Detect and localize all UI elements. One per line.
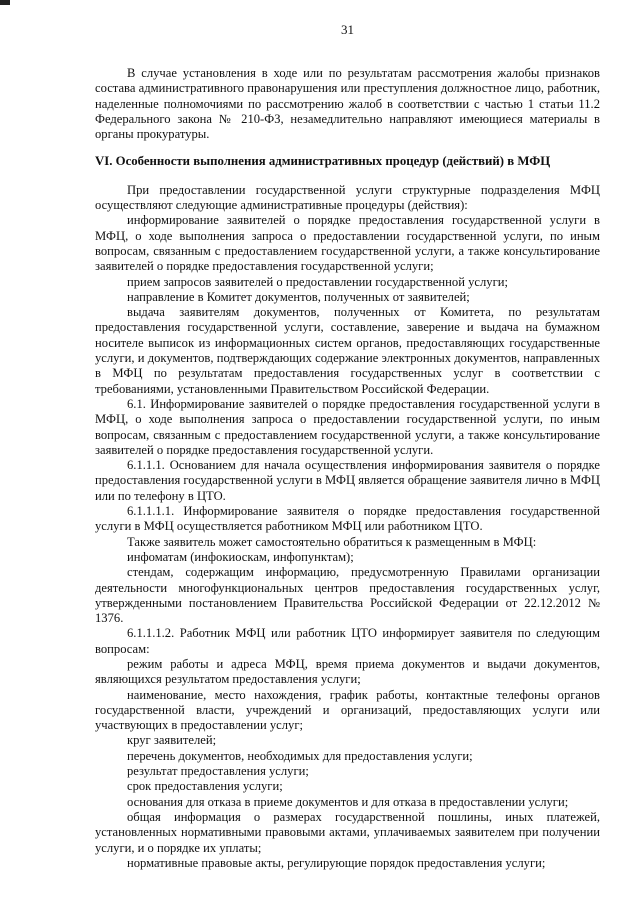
list-item: направление в Комитет документов, полученных от заявителей; [127, 289, 470, 304]
list-item: прием запросов заявителей о предоставлении государственной услуги; [127, 274, 508, 289]
clause-6-1: 6.1. Информирование заявителей о порядке предоставления государственной услуги в МФЦ, о ходе выполнения запроса о предоставлении государственной услуги, по иным вопросам, связанным с предоставлением государственной услуги, а также консультирование заявителей о порядке предоставления государственной услуги. [95, 396, 600, 457]
list-item: стендам, содержащим информацию, предусмотренную Правилами организации деятельности многофункциональных центров предоставления государственных услуг, утвержденными постановлением Правительства Российской Федерации от 22.12.2012 № 1376. [95, 565, 600, 626]
list-item: срок предоставления услуги; [127, 779, 283, 794]
list-item: инфоматам (инфокиоскам, инфопунктам); [127, 549, 354, 564]
paragraph: Также заявитель может самостоятельно обратиться к размещенным в МФЦ: [127, 534, 537, 549]
list-item: режим работы и адреса МФЦ, время приема документов и выдачи документов, являющихся результатом предоставления услуги; [95, 656, 600, 687]
list-item: перечень документов, необходимых для предоставления услуги; [127, 748, 473, 763]
document-body [95, 66, 600, 871]
list-item: общая информация о размерах государственной пошлины, иных платежей, установленных нормативными правовыми актами, уплачиваемых заявителем при получении услуги, и о порядке их уплаты; [95, 809, 600, 855]
section-heading: VI. Особенности выполнения административных процедур (действий) в МФЦ [95, 154, 551, 169]
list-item: результат предоставления услуги; [127, 764, 309, 779]
list-item: информирование заявителей о порядке предоставления государственной услуги в МФЦ, о ходе выполнения запроса о предоставлении государственной услуги, по иным вопросам, связанным с предоставлением государственной услуги, а также консультирование заявителей о порядке предоставления государственной услуги; [95, 213, 600, 274]
page-number: 31 [341, 22, 354, 37]
list-item: круг заявителей; [127, 733, 217, 748]
list-item: нормативные правовые акты, регулирующие порядок предоставления услуги; [127, 855, 546, 870]
clause-6-1-1-1: 6.1.1.1. Основанием для начала осуществления информирования заявителя о порядке предоставления государственной услуги в МФЦ является обращение заявителя лично в МФЦ или по телефону в ЦТО. [95, 458, 600, 503]
paragraph-complaint-prosecution: В случае установления в ходе или по результатам рассмотрения жалобы признаков состава административного правонарушения или преступления должностное лицо, работник, наделенные полномочиями по рассмотрению жалоб в соответствии с частью 1 статьи 11.2 Федерального закона № 210-ФЗ, незамедлительно направляют имеющиеся материалы в органы прокуратуры. [95, 66, 600, 142]
scan-corner-mark [0, 0, 10, 5]
list-item: выдача заявителям документов, полученных от Комитета, по результатам предоставления государственной услуги, составление, заверение и выдача на бумажном носителе выписок из информационных систем органов, предоставляющих государственные услуги, и документов, подтверждающих содержание электронных документов, направленных в МФЦ по результатам предоставления государственных услуг в соответствии с требованиями, установленными Правительством Российской Федерации. [95, 305, 600, 396]
list-item: основания для отказа в приеме документов и для отказа в предоставлении услуги; [127, 794, 569, 809]
clause-6-1-1-1-1: 6.1.1.1.1. Информирование заявителя о порядке предоставления государственной услуги в МФЦ осуществляется работником МФЦ или работником ЦТО. [95, 504, 600, 534]
list-item: наименование, место нахождения, график работы, контактные телефоны органов государственной власти, учреждений и организаций, предоставляющих услуги или участвующих в предоставлении услуг; [95, 687, 600, 733]
paragraph: При предоставлении государственной услуги структурные подразделения МФЦ осуществляют следующие административные процедуры (действия): [95, 182, 600, 213]
clause-6-1-1-1-2: 6.1.1.1.2. Работник МФЦ или работник ЦТО информирует заявителя по следующим вопросам: [95, 626, 600, 656]
